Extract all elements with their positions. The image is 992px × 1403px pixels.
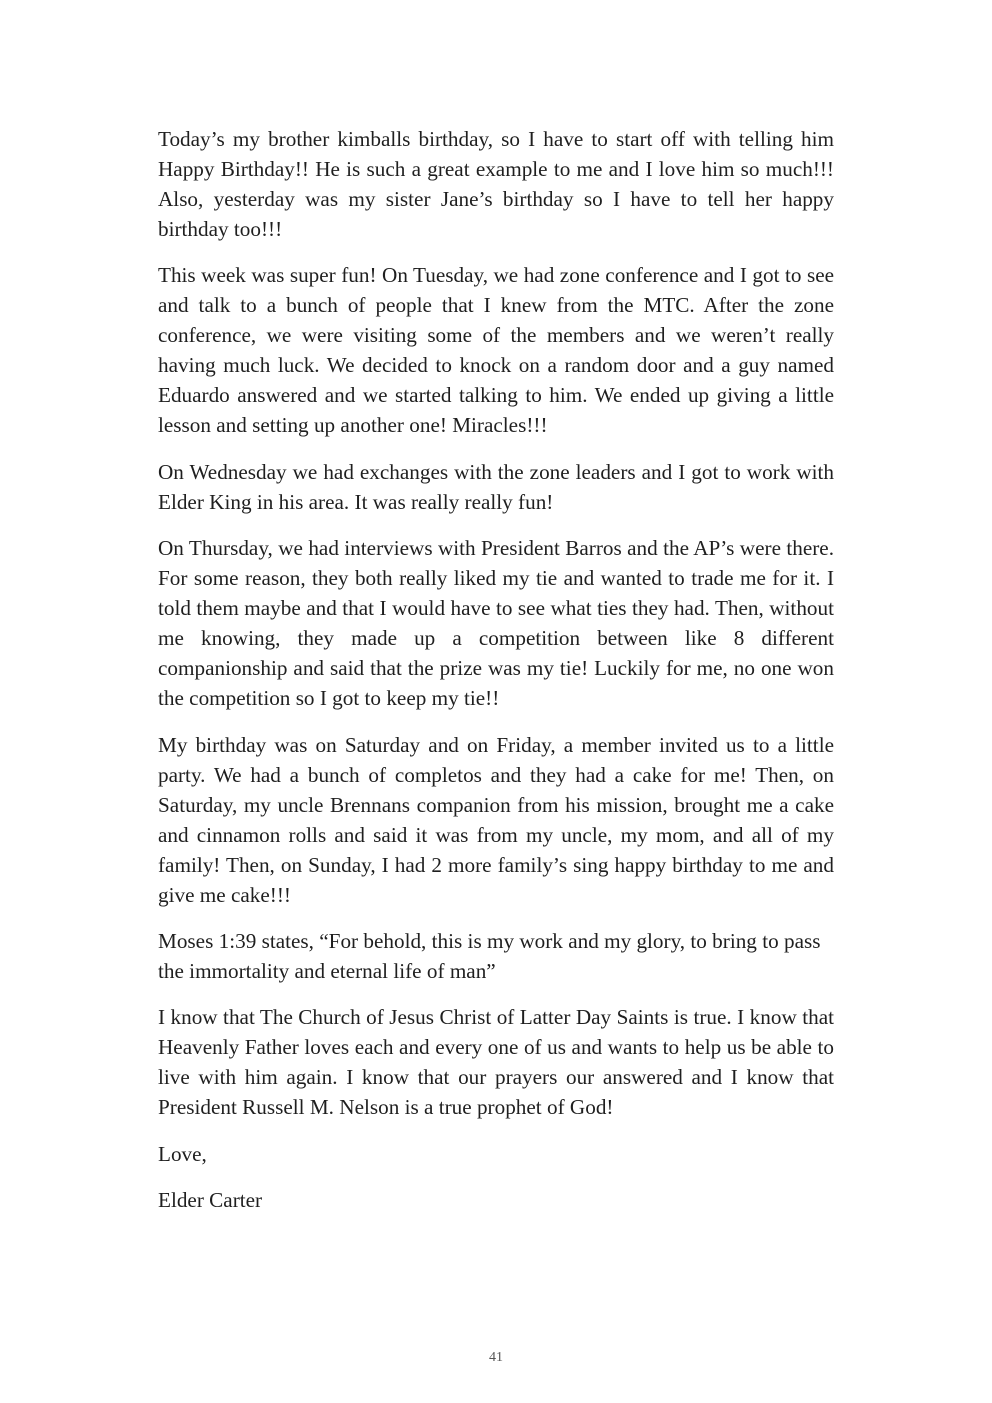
paragraph-birthday-party: My birthday was on Saturday and on Friday, a member invited us to a little party. We had a bunch of completos and they had a cake for me! Then, on Saturday, my uncle Brennans companion from his mission, brought me a cake and cinnamon rolls and said it was from my uncle, my mom, and all of my family! Then, on Sunday, I had 2 more family’s sing happy birthday to me and give me cake!!! [158,732,834,907]
paragraph-interviews: On Thursday, we had interviews with President Barros and the AP’s were there. For some reason, they both really liked my tie and wanted to trade me for it. I told them maybe and that I would have to see what ties they had. Then, without me knowing, they made up a competition between like 8 different companionship and said that the prize was my tie! Luckily for me, no one won the competition so I got to keep my tie!! [158,536,834,711]
paragraph-scripture: Moses 1:39 states, “For behold, this is my work and my glory, to bring to pass the immortality and eternal life of man” [158,928,821,983]
page-number: 41 [489,1350,503,1365]
paragraph-exchanges: On Wednesday we had exchanges with the zone leaders and I got to work with Elder King in his area. It was really really fun! [158,459,834,514]
letter-body [158,124,834,1232]
paragraph-zone-conference: This week was super fun! On Tuesday, we had zone conference and I got to see and talk to a bunch of people that I knew from the MTC. After the zone conference, we were visiting some of the members and we weren’t really having much luck. We decided to knock on a random door and a guy named Eduardo answered and we started talking to him. We ended up giving a little lesson and setting up another one! Miracles!!! [158,263,834,438]
letter-closing: Love, [158,1141,207,1166]
letter-signature: Elder Carter [158,1188,263,1213]
paragraph-testimony: I know that The Church of Jesus Christ of Latter Day Saints is true. I know that Heavenly Father loves each and every one of us and wants to help us be able to live with him again. I know that our prayers our answered and I know that President Russell M. Nelson is a true prophet of God! [158,1005,834,1120]
paragraph-birthday-wishes: Today’s my brother kimballs birthday, so I have to start off with telling him Happy Birthday!! He is such a great example to me and I love him so much!!! Also, yesterday was my sister Jane’s birthday so I have to tell her happy birthday too!!! [158,127,834,241]
